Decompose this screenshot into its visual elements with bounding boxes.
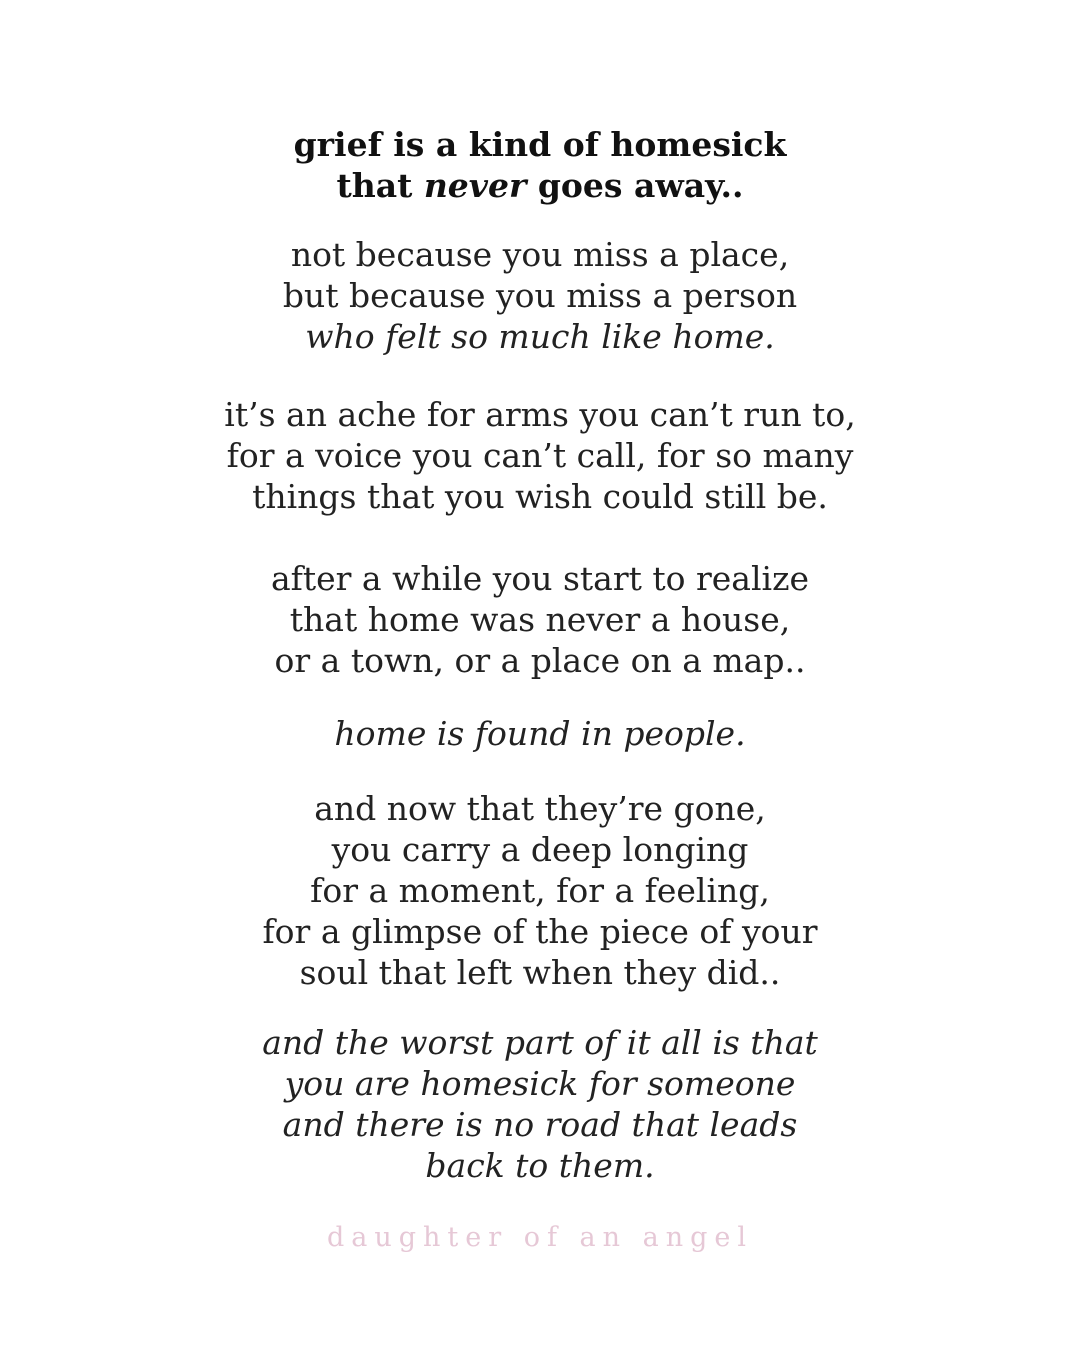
stanza-line: and there is no road that leads	[282, 1105, 798, 1144]
stanza-1	[0, 234, 1080, 357]
title-line-2-start: that	[336, 166, 424, 205]
stanza-line: you are homesick for someone	[284, 1064, 796, 1103]
stanza-line: not because you miss a place,	[290, 235, 790, 274]
stanza-line: soul that left when they did..	[299, 953, 781, 992]
stanza-5	[0, 788, 1080, 993]
stanza-line: back to them.	[425, 1146, 655, 1185]
title-line-2	[336, 166, 743, 205]
stanza-line: for a glimpse of the piece of your	[262, 912, 818, 951]
stanza-line: who felt so much like home.	[305, 317, 775, 356]
poem-title	[0, 124, 1080, 206]
stanza-line: that home was never a house,	[289, 600, 791, 639]
stanza-line: for a moment, for a feeling,	[310, 871, 770, 910]
stanza-4	[0, 713, 1080, 754]
stanza-line: for a voice you can’t call, for so many	[226, 436, 854, 475]
stanza-3	[0, 558, 1080, 681]
title-line-2-end: goes away..	[526, 166, 744, 205]
stanza-line: and now that they’re gone,	[314, 789, 766, 828]
stanza-line: and the worst part of it all is that	[262, 1023, 818, 1062]
stanza-line: things that you wish could still be.	[252, 477, 828, 516]
stanza-line: or a town, or a place on a map..	[274, 641, 806, 680]
stanza-line: it’s an ache for arms you can’t run to,	[224, 395, 856, 434]
title-emphasis-word: never	[423, 166, 527, 205]
stanza-line: after a while you start to realize	[270, 559, 809, 598]
stanza-line: you carry a deep longing	[331, 830, 749, 869]
stanza-2	[0, 394, 1080, 517]
stanza-line: but because you miss a person	[282, 276, 798, 315]
stanza-6	[0, 1022, 1080, 1186]
stanza-line: home is found in people.	[334, 714, 746, 753]
author-signature: daughter of an angel	[326, 1222, 754, 1253]
title-line-1: grief is a kind of homesick	[293, 125, 787, 164]
